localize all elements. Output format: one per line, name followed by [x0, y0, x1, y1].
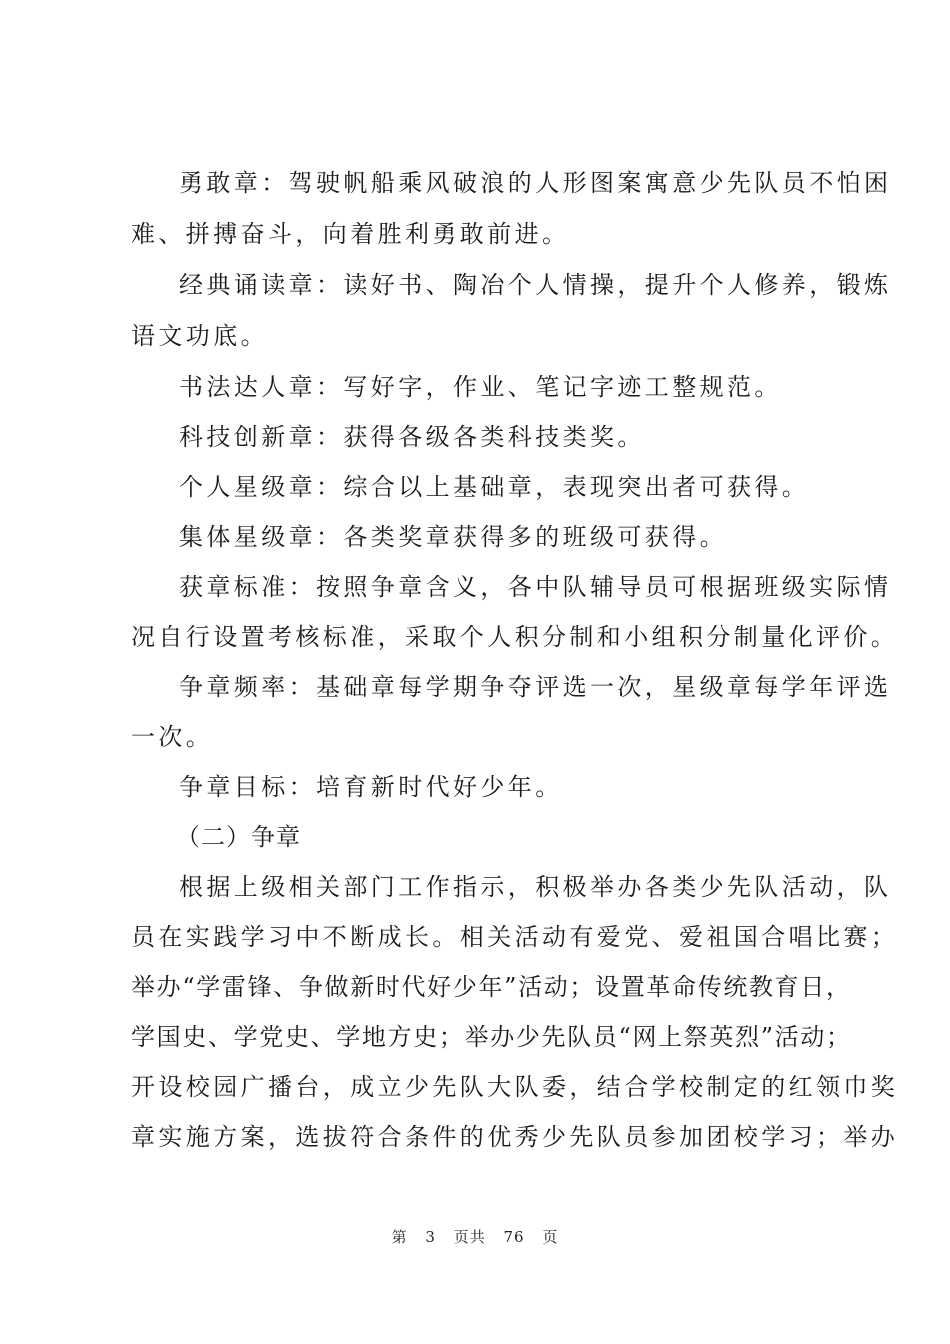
page-suffix: 页 [542, 1228, 559, 1246]
paragraph-line: 况自行设置考核标准，采取个人积分制和小组积分制量化评价。 [131, 623, 899, 651]
paragraph-line: 员在实践学习中不断成长。相关活动有爱党、爱祖国合唱比赛； [131, 923, 899, 951]
paragraph-line: 难、拼搏奋斗，向着胜利勇敢前进。 [131, 220, 570, 248]
paragraph-line: 科技创新章：获得各级各类科技类奖。 [179, 423, 645, 451]
section-heading: （二）争章 [176, 823, 301, 851]
paragraph-line: 争章频率：基础章每学期争夺评选一次，星级章每学年评选 [179, 673, 892, 701]
paragraph-line: 获章标准：按照争章含义，各中队辅导员可根据班级实际情 [179, 573, 892, 601]
paragraph-line: 争章目标：培育新时代好少年。 [179, 773, 563, 801]
paragraph-line: 开设校园广播台，成立少先队大队委，结合学校制定的红领巾奖 [131, 1073, 899, 1101]
total-pages-number: 76 [503, 1228, 525, 1246]
paragraph-line: 章实施方案，选拔符合条件的优秀少先队员参加团校学习；举办 [131, 1123, 899, 1151]
paragraph-line: 举办“学雷锋、争做新时代好少年”活动；设置革命传统教育日， [131, 973, 851, 1001]
paragraph-line: 根据上级相关部门工作指示，积极举办各类少先队活动，队 [179, 873, 892, 901]
paragraph-line: 语文功底。 [131, 322, 268, 350]
page-footer [0, 1226, 950, 1247]
paragraph-line: 学国史、学党史、学地方史；举办少先队员“网上祭英烈”活动； [131, 1023, 851, 1051]
page-prefix: 第 [391, 1228, 408, 1246]
paragraph-line: 经典诵读章：读好书、陶冶个人情操，提升个人修养，锻炼 [179, 271, 892, 299]
page-middle-text: 页共 [453, 1228, 486, 1246]
paragraph-line: 集体星级章：各类奖章获得多的班级可获得。 [179, 523, 727, 551]
paragraph-line: 书法达人章：写好字，作业、笔记字迹工整规范。 [179, 373, 782, 401]
paragraph-line: 勇敢章：驾驶帆船乘风破浪的人形图案寓意少先队员不怕困 [179, 169, 892, 197]
paragraph-line: 个人星级章：综合以上基础章，表现突出者可获得。 [179, 473, 810, 501]
paragraph-line: 一次。 [131, 723, 214, 751]
current-page-number: 3 [425, 1228, 436, 1246]
